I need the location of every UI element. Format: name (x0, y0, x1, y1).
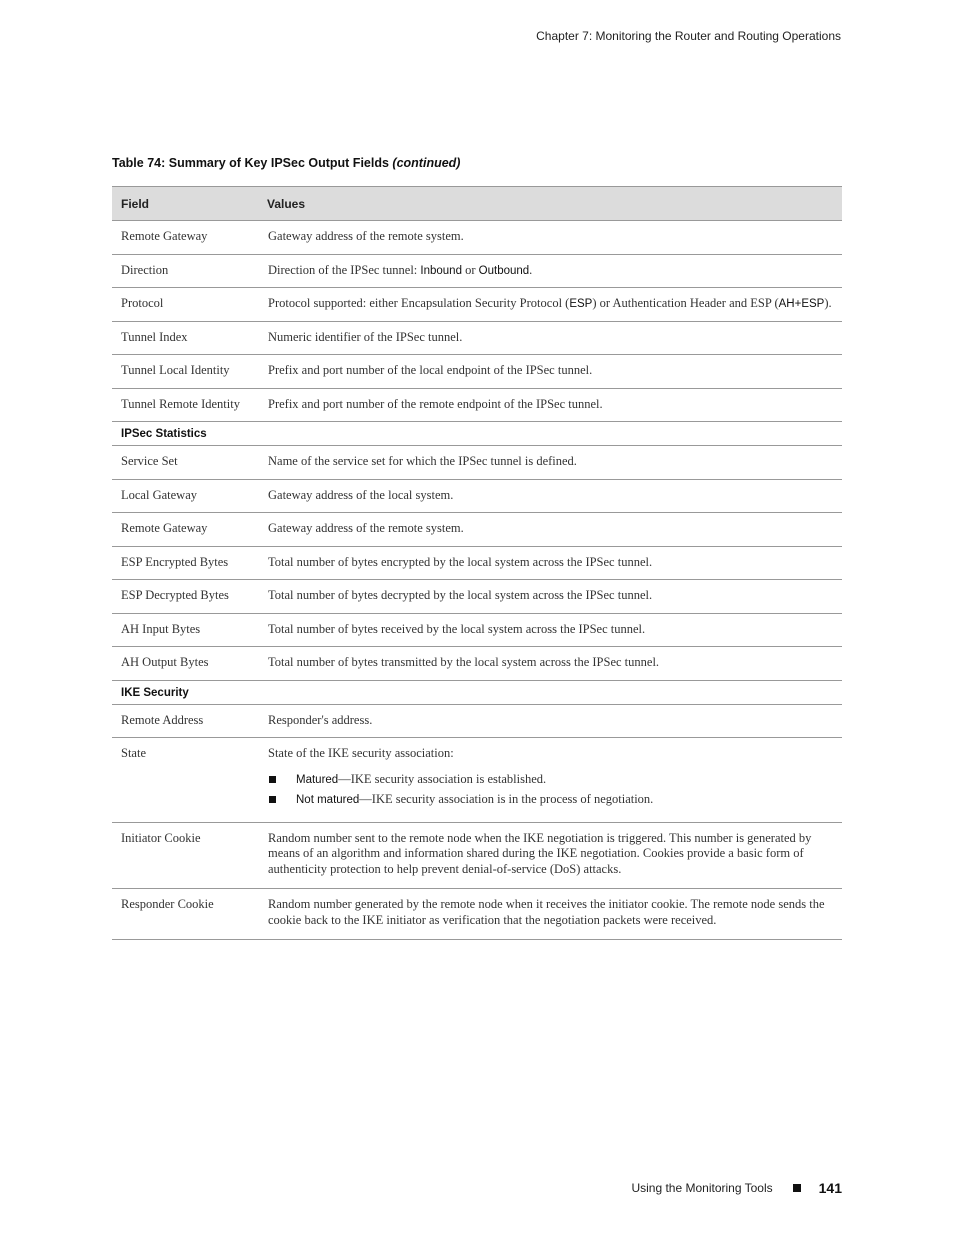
field-cell: Remote Gateway (112, 513, 258, 547)
table-row (112, 388, 842, 422)
value-cell: Total number of bytes encrypted by the local system across the IPSec tunnel. (258, 546, 842, 580)
page-footer (631, 1180, 842, 1196)
table-row (112, 738, 842, 823)
value-cell: Name of the service set for which the IPSec tunnel is defined. (258, 446, 842, 480)
field-cell: State (112, 738, 258, 823)
section-row-ike-security (112, 680, 842, 704)
table-row (112, 221, 842, 255)
table-row (112, 479, 842, 513)
continued-label: (continued) (392, 156, 461, 170)
state-list (268, 772, 834, 808)
table-caption (112, 156, 460, 170)
list-item: Matured—IKE security association is established. (268, 772, 834, 788)
table-row (112, 580, 842, 614)
field-cell: ESP Decrypted Bytes (112, 580, 258, 614)
table-row (112, 254, 842, 288)
state-term: Not matured (296, 794, 360, 806)
table-row (112, 355, 842, 389)
ipsec-fields-table (112, 186, 842, 940)
value-cell (258, 738, 842, 823)
inline-code: ESP (569, 298, 593, 310)
value-cell: Gateway address of the local system. (258, 479, 842, 513)
running-header: Chapter 7: Monitoring the Router and Routing Operations (536, 29, 841, 43)
field-cell: Initiator Cookie (112, 822, 258, 889)
field-cell: Tunnel Remote Identity (112, 388, 258, 422)
value-cell: Numeric identifier of the IPSec tunnel. (258, 321, 842, 355)
section-row-ipsec-statistics (112, 422, 842, 446)
table-row (112, 704, 842, 738)
field-cell: Tunnel Index (112, 321, 258, 355)
field-cell: Responder Cookie (112, 889, 258, 940)
inline-code: Outbound (478, 264, 530, 277)
value-cell: Random number generated by the remote node when it receives the initiator cookie. The remote node sends the cookie back to the IKE initiator as verification that the negotiation packets were received. (258, 889, 842, 940)
square-bullet-icon (269, 796, 276, 803)
field-cell: Direction (112, 254, 258, 288)
field-cell: Remote Address (112, 704, 258, 738)
table-row (112, 288, 842, 322)
value-cell: Responder's address. (258, 704, 842, 738)
table-row (112, 613, 842, 647)
table-row (112, 321, 842, 355)
square-bullet-icon (269, 776, 276, 783)
value-cell: Total number of bytes decrypted by the local system across the IPSec tunnel. (258, 580, 842, 614)
value-cell: Random number sent to the remote node when the IKE negotiation is triggered. This number is generated by means of an algorithm and information shared during the IKE negotiation. Cookies provide a basic form of authenticity protection to help prevent denial-of-service (DoS) attacks. (258, 822, 842, 889)
square-separator-icon (793, 1184, 801, 1192)
value-cell: Gateway address of the remote system. (258, 221, 842, 255)
table-row (112, 546, 842, 580)
value-cell: Prefix and port number of the local endpoint of the IPSec tunnel. (258, 355, 842, 389)
table-header-row (112, 187, 842, 221)
footer-section: Using the Monitoring Tools (631, 1181, 773, 1195)
inline-code: AH+ESP (778, 298, 825, 310)
value-cell: Gateway address of the remote system. (258, 513, 842, 547)
value-cell: Protocol supported: either Encapsulation Security Protocol (ESP) or Authentication Header and ESP (AH+ESP). (258, 288, 842, 322)
value-cell: Prefix and port number of the remote endpoint of the IPSec tunnel. (258, 388, 842, 422)
section-heading: IPSec Statistics (112, 422, 842, 446)
field-cell: AH Input Bytes (112, 613, 258, 647)
section-heading: IKE Security (112, 680, 842, 704)
table-row (112, 822, 842, 889)
column-header-values: Values (258, 187, 842, 221)
value-cell: Direction of the IPSec tunnel: Inbound or Outbound. (258, 254, 842, 288)
field-cell: AH Output Bytes (112, 647, 258, 681)
table-row (112, 647, 842, 681)
table-row (112, 889, 842, 940)
field-cell: Service Set (112, 446, 258, 480)
field-cell: ESP Encrypted Bytes (112, 546, 258, 580)
inline-code: Inbound (420, 264, 462, 277)
table-row (112, 513, 842, 547)
value-cell: Total number of bytes received by the local system across the IPSec tunnel. (258, 613, 842, 647)
state-term: Matured (296, 773, 339, 786)
value-cell: Total number of bytes transmitted by the local system across the IPSec tunnel. (258, 647, 842, 681)
list-item: Not matured—IKE security association is in the process of negotiation. (268, 792, 834, 808)
page-number: 141 (818, 1180, 842, 1196)
field-cell: Local Gateway (112, 479, 258, 513)
table-row (112, 446, 842, 480)
field-cell: Remote Gateway (112, 221, 258, 255)
column-header-field: Field (112, 187, 258, 221)
field-cell: Protocol (112, 288, 258, 322)
table-title: Table 74: Summary of Key IPSec Output Fields (112, 156, 389, 170)
field-cell: Tunnel Local Identity (112, 355, 258, 389)
state-intro: State of the IKE security association: (268, 746, 454, 760)
